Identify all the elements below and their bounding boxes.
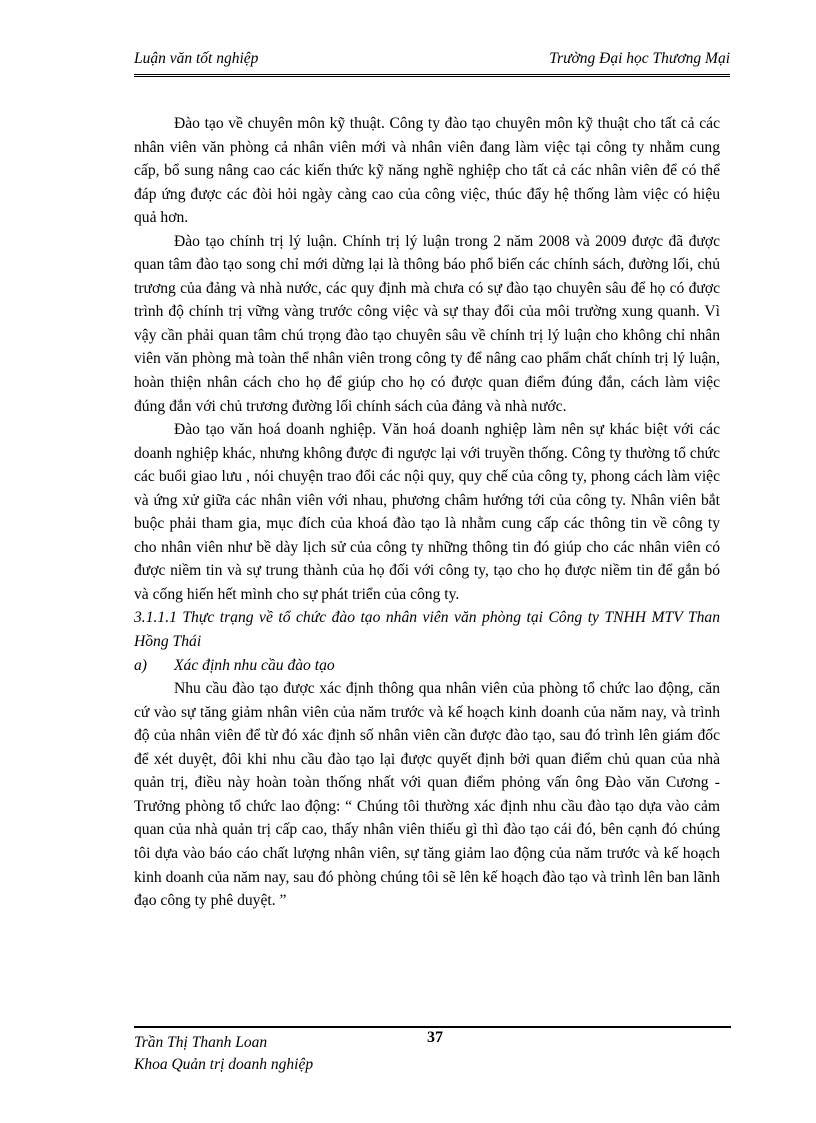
paragraph-training-needs: Nhu cầu đào tạo được xác định thông qua nhân viên của phòng tổ chức lao động, căn cứ vào sự tăng giảm nhân viên của năm trước và kế hoạch kinh doanh của năm nay, và trình độ của nhân viên để từ đó xác định số nhân viên cần được đào tạo, sau đó trình lên giám đốc để xét duyệt, đôi khi nhu cầu đào tạo lại được quyết định bởi quan điểm chủ quan của nhà quản trị, điều này hoàn toàn thống nhất với quan điểm phỏng vấn ông Đào văn Cương - Trưởng phòng tổ chức lao động: “ Chúng tôi thường xác định nhu cầu đào tạo dựa vào cảm quan của nhà quản trị cấp cao, thấy nhân viên thiếu gì thì đào tạo cái đó, bên cạnh đó chúng tôi dựa vào báo cáo chất lượng nhân viên, sự tăng giảm lao động của năm trước và kế hoạch kinh doanh của năm nay, sau đó phòng chúng tôi sẽ lên kế hoạch đào tạo và trình lên ban lãnh đạo công ty phê duyệt. ” <box>134 680 720 910</box>
page-footer <box>134 1032 731 1076</box>
page-number: 37 <box>427 1029 443 1046</box>
subsection-title: 3.1.1.1 Thực trạng về tổ chức đào tạo nhân viên văn phòng tại Công ty TNHH MTV Than Hồng Thái <box>134 609 720 651</box>
footer-divider <box>134 1026 731 1028</box>
header-university-name: Trường Đại học Thương Mại <box>549 50 730 67</box>
footer-author: Trần Thị Thanh Loan <box>134 1034 268 1051</box>
paragraph-political-training: Đào tạo chính trị lý luận. Chính trị lý luận trong 2 năm 2008 và 2009 được đã được quan tâm đào tạo song chỉ mới dừng lại là thông báo phổ biến các chính sách, đường lối, chủ trương của đảng và nhà nước, các quy định mà chưa có sự đào tạo chuyên sâu để họ có được trình độ chính trị vững vàng trước công việc và sự thay đổi của môi trường xung quanh. Vì vậy cần phải quan tâm chú trọng đào tạo chuyên sâu về chính trị lý luận cho không chỉ nhân viên văn phòng mà toàn thể nhân viên trong công ty để nâng cao phẩm chất chính trị lý luận, hoàn thiện nhân cách cho họ để giúp cho họ có được quan điểm đúng đắn, cách làm việc đúng đắn với chủ trương đường lối chính sách của đảng và nhà nước. <box>134 232 720 415</box>
subheading-a-marker: a) <box>134 656 147 674</box>
document-body <box>134 112 720 913</box>
page-header <box>134 48 730 77</box>
header-thesis-label: Luận văn tốt nghiệp <box>134 50 259 67</box>
subheading-a-text: Xác định nhu cầu đào tạo <box>174 656 335 674</box>
footer-department: Khoa Quản trị doanh nghiệp <box>134 1056 314 1073</box>
paragraph-culture-training: Đào tạo văn hoá doanh nghiệp. Văn hoá doanh nghiệp làm nên sự khác biệt với các doanh nghiệp khác, nhưng không được đi ngược lại với truyền thống. Công ty thường tổ chức các buổi giao lưu , nói chuyện trao đổi các nội quy, quy chế của công ty, phong cách làm việc và ứng xử giữa các nhân viên với nhau, phương châm hướng tới của công ty. Nhân viên bắt buộc phải tham gia, mục đích của khoá đào tạo là nhằm cung cấp các thông tin về công ty cho nhân viên như bề dày lịch sử của công ty những thông tin đó giúp cho các nhân viên có được niềm tin và sự trung thành của họ đối với công ty, tạo cho họ được niềm tin để gắn bó và cống hiến hết mình cho sự phát triển của công ty. <box>134 421 720 603</box>
subheading-a <box>134 654 720 678</box>
paragraph-technical-training: Đào tạo về chuyên môn kỹ thuật. Công ty đào tạo chuyên môn kỹ thuật cho tất cả các nhân viên văn phòng cả nhân viên mới và nhân viên đang làm việc tại công ty nhằm cung cấp, bổ sung nâng cao các kiến thức kỹ năng nghề nghiệp cho tất cả các nhân viên để có thể đáp ứng được các đòi hỏi ngày càng cao của công việc, thúc đẩy hệ thống làm việc có hiệu quả hơn. <box>134 115 720 227</box>
